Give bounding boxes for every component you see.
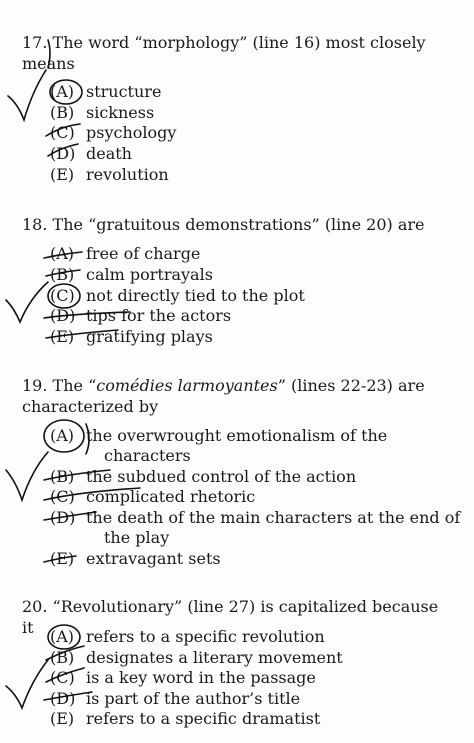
option-letter: (D) bbox=[50, 306, 76, 325]
option-letter: (C) bbox=[50, 286, 75, 305]
checkmark-20 bbox=[6, 660, 48, 708]
option-d[interactable] bbox=[50, 689, 300, 709]
option-a-continuation: characters bbox=[104, 446, 191, 465]
question-number: 18. bbox=[22, 215, 48, 234]
option-letter: (B) bbox=[50, 103, 75, 122]
option-text: psychology bbox=[86, 123, 177, 142]
question-number: 19. bbox=[22, 376, 48, 395]
question-text-post: ” (lines 22-23) are characterized by bbox=[22, 376, 425, 416]
option-a[interactable] bbox=[50, 627, 325, 647]
option-text: the subdued control of the action bbox=[86, 467, 357, 486]
option-d[interactable] bbox=[50, 508, 460, 528]
option-text: not directly tied to the plot bbox=[86, 286, 305, 305]
option-text: refers to a specific revolution bbox=[86, 627, 325, 646]
option-text: tips for the actors bbox=[86, 306, 232, 325]
option-text: complicated rhetoric bbox=[86, 487, 256, 506]
option-text: the overwrought emotionalism of the bbox=[86, 426, 388, 445]
question-text: “Revolutionary” (line 27) is capitalized because it bbox=[22, 597, 439, 637]
option-b[interactable] bbox=[50, 648, 343, 668]
option-b[interactable] bbox=[50, 103, 154, 123]
option-text: death bbox=[86, 144, 132, 163]
question-text-pre: The “ bbox=[52, 376, 97, 395]
option-a[interactable] bbox=[50, 82, 161, 102]
option-a[interactable] bbox=[50, 426, 387, 446]
option-a[interactable] bbox=[50, 244, 200, 264]
option-d[interactable] bbox=[50, 306, 231, 326]
option-letter: (A) bbox=[50, 82, 75, 101]
option-text: is a key word in the passage bbox=[86, 668, 316, 687]
option-d[interactable] bbox=[50, 144, 132, 164]
option-letter: (B) bbox=[50, 265, 75, 284]
option-e[interactable] bbox=[50, 327, 213, 347]
option-text: refers to a specific dramatist bbox=[86, 709, 321, 728]
option-letter: (C) bbox=[50, 668, 75, 687]
option-text: structure bbox=[86, 82, 162, 101]
option-letter: (D) bbox=[50, 508, 76, 527]
option-e[interactable] bbox=[50, 165, 169, 185]
option-letter: (D) bbox=[50, 144, 76, 163]
option-e[interactable] bbox=[50, 709, 320, 729]
question-stem bbox=[22, 214, 452, 235]
option-text: revolution bbox=[86, 165, 169, 184]
option-letter: (C) bbox=[50, 123, 75, 142]
option-letter: (A) bbox=[50, 426, 75, 445]
option-d-continuation: the play bbox=[104, 528, 170, 547]
option-text: free of charge bbox=[86, 244, 201, 263]
option-letter: (A) bbox=[50, 627, 75, 646]
checkmark-18 bbox=[6, 282, 48, 322]
option-text: is part of the author’s title bbox=[86, 689, 301, 708]
question-text-italic: comédies larmoyantes bbox=[96, 376, 278, 395]
question-stem bbox=[22, 32, 452, 74]
option-b[interactable] bbox=[50, 467, 356, 487]
question-number: 17. bbox=[22, 33, 48, 52]
option-letter: (A) bbox=[50, 244, 75, 263]
option-letter: (E) bbox=[50, 165, 75, 184]
option-text: gratifying plays bbox=[86, 327, 213, 346]
option-letter: (E) bbox=[50, 549, 75, 568]
option-letter: (E) bbox=[50, 709, 75, 728]
option-text: designates a literary movement bbox=[86, 648, 343, 667]
option-letter: (B) bbox=[50, 648, 75, 667]
option-text: extravagant sets bbox=[86, 549, 221, 568]
checkmark-17 bbox=[8, 70, 46, 120]
option-b[interactable] bbox=[50, 265, 213, 285]
option-c[interactable] bbox=[50, 668, 316, 688]
question-text: The word “morphology” (line 16) most closely means bbox=[22, 33, 426, 73]
question-number: 20. bbox=[22, 597, 48, 616]
option-text: sickness bbox=[86, 103, 155, 122]
option-text: calm portrayals bbox=[86, 265, 213, 284]
option-letter: (D) bbox=[50, 689, 76, 708]
question-text: The “gratuitous demonstrations” (line 20) are bbox=[52, 215, 425, 234]
option-letter: (E) bbox=[50, 327, 75, 346]
checkmark-19 bbox=[6, 452, 48, 500]
option-c[interactable] bbox=[50, 286, 305, 306]
option-e[interactable] bbox=[50, 549, 221, 569]
option-c[interactable] bbox=[50, 487, 255, 507]
option-text: the death of the main characters at the end of bbox=[86, 508, 461, 527]
option-letter: (C) bbox=[50, 487, 75, 506]
option-letter: (B) bbox=[50, 467, 75, 486]
question-stem bbox=[22, 375, 452, 417]
option-c[interactable] bbox=[50, 123, 176, 143]
